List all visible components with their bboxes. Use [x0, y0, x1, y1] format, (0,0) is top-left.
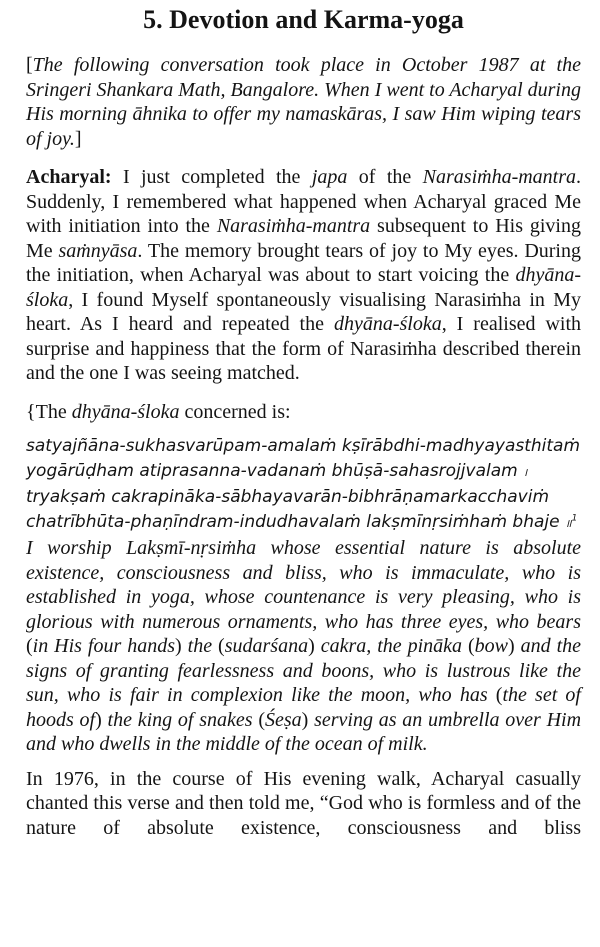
translation-text-2: whose essential nature is absolute existence, consciousness and bliss, who is immaculate, who is established in yoga, whose countenance is very pleasing, who is glorious with numerous ornaments, who has three eyes, who bears [26, 537, 581, 633]
paren: ( [218, 635, 225, 657]
speaker-label: Acharyal: [26, 166, 112, 188]
footnote-marker: 1 [571, 512, 578, 523]
verse-line-3: tryakṣaṁ cakrapināka-sābhayavarān-bibhrāṇamarkacchaviṁ [26, 487, 549, 507]
acharyal-paragraph [26, 165, 581, 386]
verse-line-1: satyajñāna-sukhasvarūpam-amalaṁ kṣīrābdhi-madhyayasthitaṁ [26, 436, 581, 456]
acharyal-text-4: subsequent to His giving Me [26, 215, 581, 262]
intro-ahnika: āhnika [132, 103, 187, 125]
verse-intro-text-1: {The [26, 400, 72, 423]
acharyal-text-6: , I found Myself spontaneously visualising Narasiṁha in My heart. As I heard and repeated the [26, 288, 581, 335]
verse-intro-text-2: concerned is: [179, 400, 291, 423]
intro-paragraph [26, 53, 581, 151]
translation-lakshmi-nrsimha: Lakṣmī-nṛsiṁha [126, 537, 257, 559]
acharyal-text-3: . Suddenly, I remembered what happened when Acharyal graced Me with initiation into the [26, 166, 582, 237]
verse-line-2-text: yogārūḍham atiprasanna-vadanaṁ bhūṣā-sahasrojjvalam [26, 460, 518, 481]
verse-danda: । [523, 465, 528, 479]
translation-text-9: the set of hoods of [26, 684, 581, 731]
term-narasimha-mantra-2: Narasiṁha-mantra [216, 215, 371, 237]
term-samnyasa: saṁnyāsa [58, 239, 138, 262]
translation-text-11: Śeṣa [265, 708, 302, 731]
term-narasimha-mantra-1: Narasiṁha-mantra [422, 166, 577, 188]
verse-double-danda: ॥ [565, 516, 572, 530]
term-dhyana-sloka-3: dhyāna-śloka [71, 400, 180, 423]
acharyal-text-7: , I realised with surprise and happiness that the form of Narasiṁha described therein and the one I was seeing matched. [26, 313, 582, 384]
verse-line-4 [26, 510, 581, 537]
final-paragraph: In 1976, in the course of His evening walk, Acharyal casually chanted this verse and then told me, “God who is formless and of the nature of absolute existence, consciousness and bliss [26, 767, 581, 839]
paren: ( [467, 635, 475, 657]
term-japa: japa [311, 166, 348, 188]
acharyal-text-2: of the [347, 166, 423, 188]
paren: ( [258, 708, 265, 731]
sanskrit-verse [26, 434, 581, 536]
acharyal-text-1: I just completed the [111, 166, 312, 188]
translation-text-12: serving as an umbrella over Him and who dwells in the middle of the ocean of milk. [26, 708, 582, 755]
verse-intro-paragraph [26, 400, 581, 425]
verse-line-2 [26, 459, 581, 486]
translation-text-3: in His four hands [32, 635, 176, 657]
translation-text-8: and the signs of granting fearlessness and boons, who is lustrous like the sun, who is fair in complexion like the moon, who has [26, 635, 582, 706]
paren: ) [175, 635, 182, 657]
term-dhyana-sloka-1: dhyāna-śloka [26, 264, 581, 311]
acharyal-text-5: . The memory brought tears of joy to My eyes. During the initiation, when Acharyal was about to start voicing the [26, 239, 581, 286]
verse-line-4-text: chatrībhūta-phaṇīndram-indudhavalaṁ lakṣmīnṛsiṁhaṁ bhaje [26, 511, 560, 532]
translation-text-4: the [181, 635, 219, 657]
translation-paragraph [26, 536, 581, 757]
paren: ) [308, 635, 315, 657]
intro-close-bracket: ] [74, 127, 82, 150]
translation-text-7: bow [474, 635, 508, 657]
paren: ) [508, 635, 515, 657]
paren: ( [26, 635, 33, 657]
intro-open-bracket: [ [26, 54, 33, 76]
intro-text-2: to offer my namaskāras, I saw Him wiping tears of joy. [26, 103, 581, 150]
intro-text-1: The following conversation took place in October 1987 at the Sringeri Shankara Math, Bangalore. When I went to Acharyal during His morning [26, 54, 581, 125]
translation-text-10: the king of snakes [101, 708, 259, 731]
paren: ( [495, 684, 503, 706]
chapter-heading: 5. Devotion and Karma-yoga [143, 5, 464, 34]
term-dhyana-sloka-2: dhyāna-śloka [333, 313, 442, 335]
paren: ) [301, 708, 309, 731]
translation-text-6: cakra, the pināka [314, 635, 468, 657]
paren: ) [95, 708, 102, 731]
translation-text-1: I worship [26, 537, 127, 559]
translation-text-5: sudarśana [224, 635, 309, 657]
